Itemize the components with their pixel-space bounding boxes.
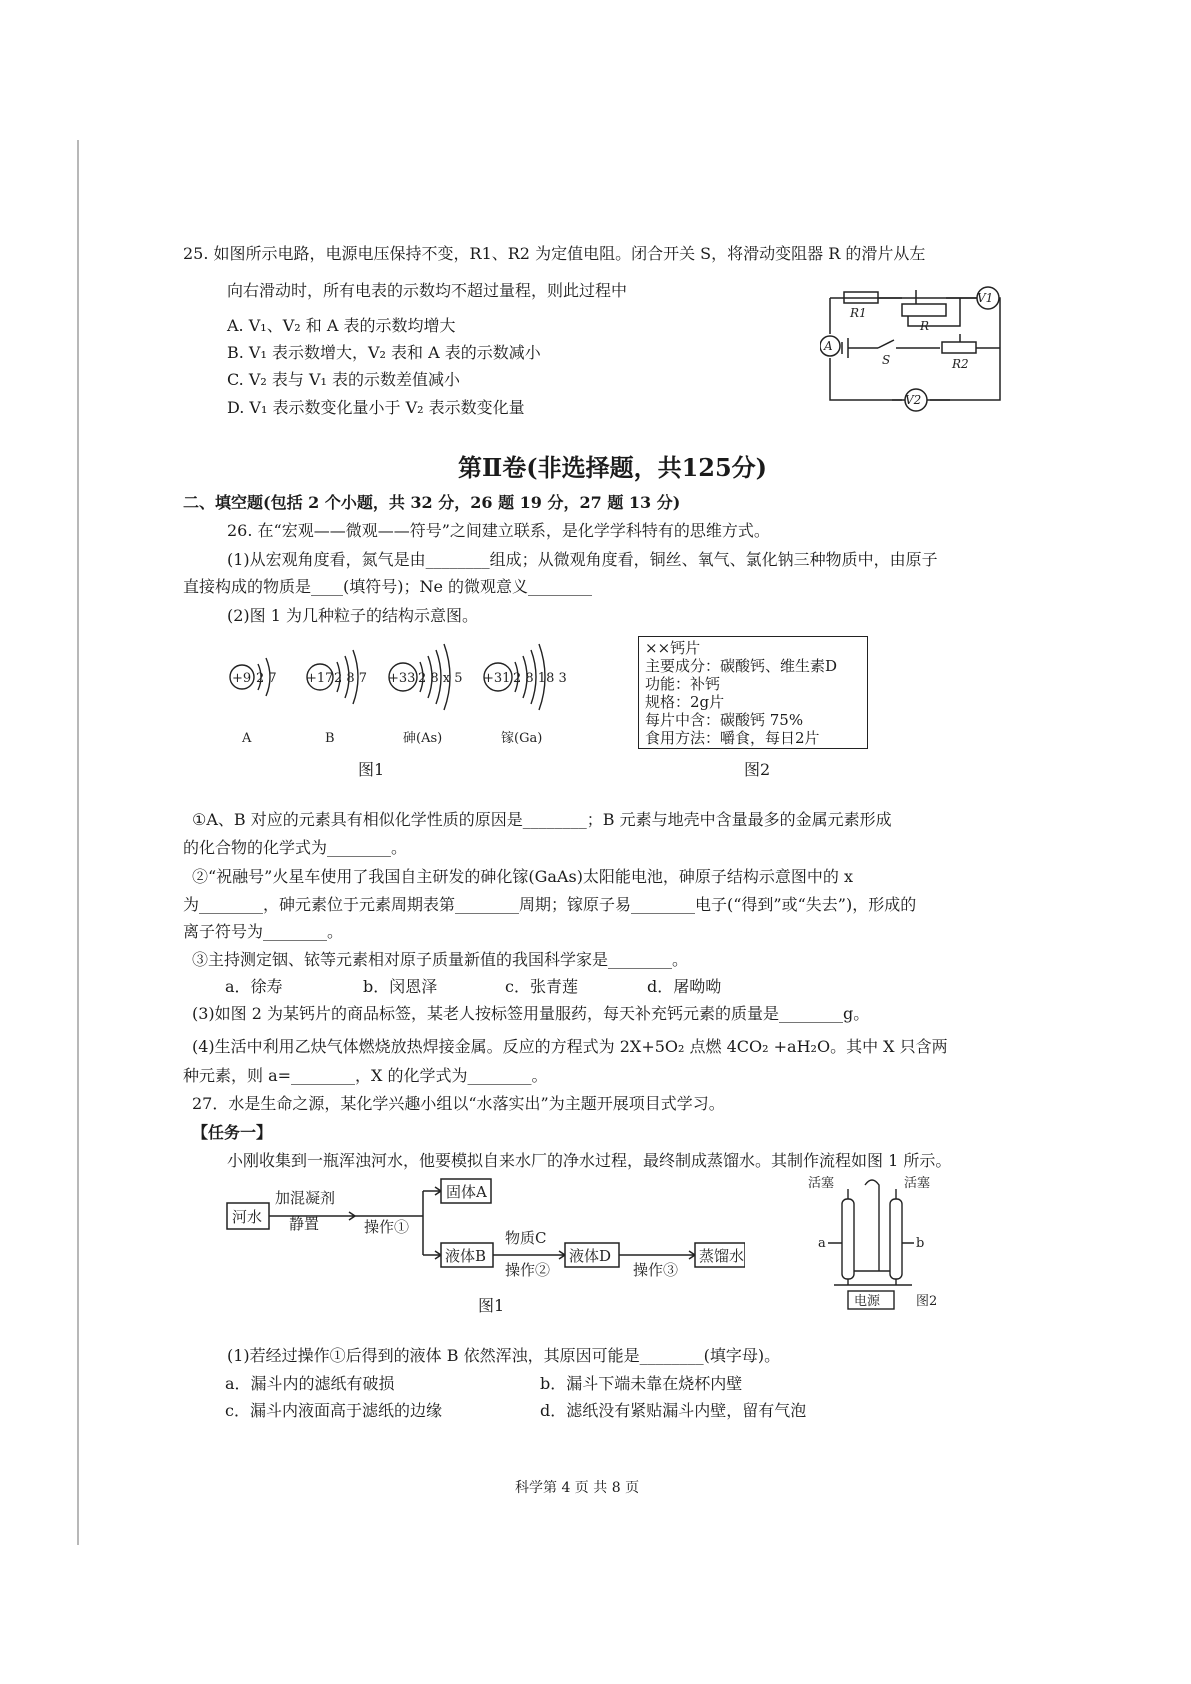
electrolysis-apparatus (808, 1175, 958, 1315)
flow-distilled: 蒸馏水 (699, 1247, 745, 1265)
flow-liquid-d: 液体D (569, 1247, 612, 1265)
flow-figure-caption: 图1 (478, 1296, 505, 1315)
flow-op3: 操作③ (633, 1261, 679, 1279)
q25-option-b: B. V₁ 表示数增大，V₂ 表和 A 表的示数减小 (227, 343, 541, 362)
label-line-name: ××钙片 (645, 639, 701, 657)
q26-sub1-line1: ①A、B 对应的元素具有相似化学性质的原因是________；B 元素与地壳中含量最多的金属元素形成 (192, 810, 892, 829)
flow-substance-c: 物质C (505, 1229, 547, 1247)
flow-op2: 操作② (505, 1261, 551, 1279)
circuit-label-v1: V1 (977, 291, 994, 305)
atom-a-shells: 2 7 (256, 671, 277, 686)
atom-a-nucleus: +9 (232, 671, 252, 686)
q25-option-d: D. V₁ 表示数变化量小于 V₂ 表示数变化量 (227, 398, 525, 417)
label-line-ingredients: 主要成分：碳酸钙、维生素D (645, 657, 838, 675)
q25-option-c: C. V₂ 表与 V₁ 表的示数差值减小 (227, 370, 461, 389)
atom-figure-caption: 图1 (358, 760, 385, 779)
flow-river: 河水 (232, 1208, 263, 1226)
electrolysis-label-a: a (818, 1236, 826, 1251)
flow-solid-a: 固体A (446, 1183, 487, 1201)
atom-as-shells: 2 8 x 5 (418, 671, 463, 686)
electrolysis-power: 电源 (854, 1294, 881, 1309)
electrolysis-label-b: b (916, 1236, 925, 1251)
label-line-function: 功能：补钙 (645, 675, 721, 693)
atom-as-nucleus: +33 (388, 671, 416, 686)
q26-part4-line1: (4)生活中利用乙炔气体燃烧放热焊接金属。反应的方程式为 2X+5O₂ 点燃 4CO₂ +aH₂O。其中 X 只含两 (192, 1037, 948, 1056)
q26-sub3-option-c: c．张青莲 (505, 977, 578, 996)
circuit-label-r1: R1 (850, 306, 867, 320)
circuit-label-r2: R2 (952, 357, 969, 371)
atom-b-label: B (325, 731, 335, 746)
circuit-label-a: A (824, 339, 833, 353)
q26-sub3-option-d: d．屠呦呦 (647, 977, 722, 996)
atom-b-shells: 2 8 7 (334, 671, 368, 686)
page-margin-line (77, 140, 79, 1545)
atom-structure-figure (220, 632, 590, 747)
q26-sub1-line2: 的化合物的化学式为________。 (183, 838, 408, 857)
q25-stem-line2: 向右滑动时，所有电表的示数均不超过量程，则此过程中 (227, 281, 628, 300)
label-line-spec: 规格：2g片 (645, 693, 725, 711)
q26-part3: (3)如图 2 为某钙片的商品标签，某老人按标签用量服药，每天补充钙元素的质量是________g。 (192, 1004, 870, 1023)
q26-part4-line2: 种元素，则 a=________，X 的化学式为________。 (183, 1066, 548, 1085)
q27-option-b: b．漏斗下端未靠在烧杯内壁 (540, 1374, 743, 1393)
atom-ga-shells: 2 8 18 3 (513, 671, 567, 686)
label-line-usage: 食用方法：嚼食，每日2片 (645, 729, 820, 747)
q26-part1-line1: (1)从宏观角度看，氮气是由________组成；从微观角度看，铜丝、氧气、氯化钠三种物质中，由原子 (227, 550, 938, 569)
q26-part2: (2)图 1 为几种粒子的结构示意图。 (227, 606, 479, 625)
atom-as-label: 砷(As) (403, 731, 443, 746)
q25-option-a: A. V₁、V₂ 和 A 表的示数均增大 (227, 316, 456, 335)
q27-part1: (1)若经过操作①后得到的液体 B 依然浑浊，其原因可能是________(填字母)。 (227, 1346, 781, 1365)
q27-option-a: a．漏斗内的滤纸有破损 (225, 1374, 395, 1393)
q26-part1-line2: 直接构成的物质是____(填符号)；Ne 的微观意义________ (183, 577, 593, 596)
electrolysis-valve-left: 活塞 (808, 1176, 835, 1191)
q26-sub2-line3: 离子符号为________。 (183, 922, 344, 941)
page-footer: 科学第 4 页 共 8 页 (515, 1480, 640, 1496)
atom-b-nucleus: +17 (306, 671, 334, 686)
flow-op1: 操作① (364, 1218, 410, 1236)
q27-stem: 27．水是生命之源，某化学兴趣小组以“水落实出”为主题开展项目式学习。 (192, 1094, 725, 1113)
circuit-label-r: R (920, 319, 930, 333)
label-figure-caption: 图2 (744, 760, 771, 779)
q27-intro: 小刚收集到一瓶浑浊河水，他要模拟自来水厂的净水过程，最终制成蒸馏水。其制作流程如图 1 所示。 (227, 1151, 952, 1170)
q26-stem: 26. 在“宏观——微观——符号”之间建立联系，是化学学科特有的思维方式。 (227, 521, 770, 540)
q26-sub3: ③主持测定铟、铱等元素相对原子质量新值的我国科学家是________。 (192, 950, 689, 969)
atom-ga-label: 镓(Ga) (501, 731, 543, 746)
part2-title: 第Ⅱ卷(非选择题，共125分) (458, 453, 768, 482)
water-flow-chart (225, 1175, 745, 1285)
electrolysis-valve-right: 活塞 (904, 1176, 931, 1191)
calcium-tablet-label (638, 636, 868, 749)
flow-coagulant: 加混凝剂 (275, 1189, 336, 1207)
circuit-diagram (820, 282, 1020, 417)
q26-sub3-option-b: b．闵恩泽 (363, 977, 438, 996)
q27-option-d: d．滤纸没有紧贴漏斗内壁，留有气泡 (540, 1401, 807, 1420)
flow-settle: 静置 (289, 1215, 320, 1233)
q27-task1-heading: 【任务一】 (192, 1123, 273, 1142)
atom-ga-nucleus: +31 (483, 671, 511, 686)
electrolysis-figure-caption: 图2 (916, 1294, 938, 1309)
q27-option-c: c．漏斗内液面高于滤纸的边缘 (225, 1401, 442, 1420)
circuit-label-v2: V2 (905, 393, 922, 407)
flow-liquid-b: 液体B (445, 1247, 487, 1265)
atom-a-label: A (242, 731, 252, 746)
q26-sub3-option-a: a．徐寿 (225, 977, 283, 996)
circuit-label-s: S (882, 353, 891, 367)
q26-sub2-line1: ②“祝融号”火星车使用了我国自主研发的砷化镓(GaAs)太阳能电池，砷原子结构示意图中的 x (192, 867, 854, 886)
q25-stem-line1: 25. 如图所示电路，电源电压保持不变，R1、R2 为定值电阻。闭合开关 S，将滑动变阻器 R 的滑片从左 (183, 244, 926, 263)
section2-heading: 二、填空题(包括 2 个小题，共 32 分，26 题 19 分，27 题 13 分) (183, 493, 681, 512)
q26-sub2-line2: 为________，砷元素位于元素周期表第________周期；镓原子易________电子(“得到”或“失去”)，形成的 (183, 895, 917, 914)
label-line-content: 每片中含：碳酸钙 75% (645, 711, 804, 729)
